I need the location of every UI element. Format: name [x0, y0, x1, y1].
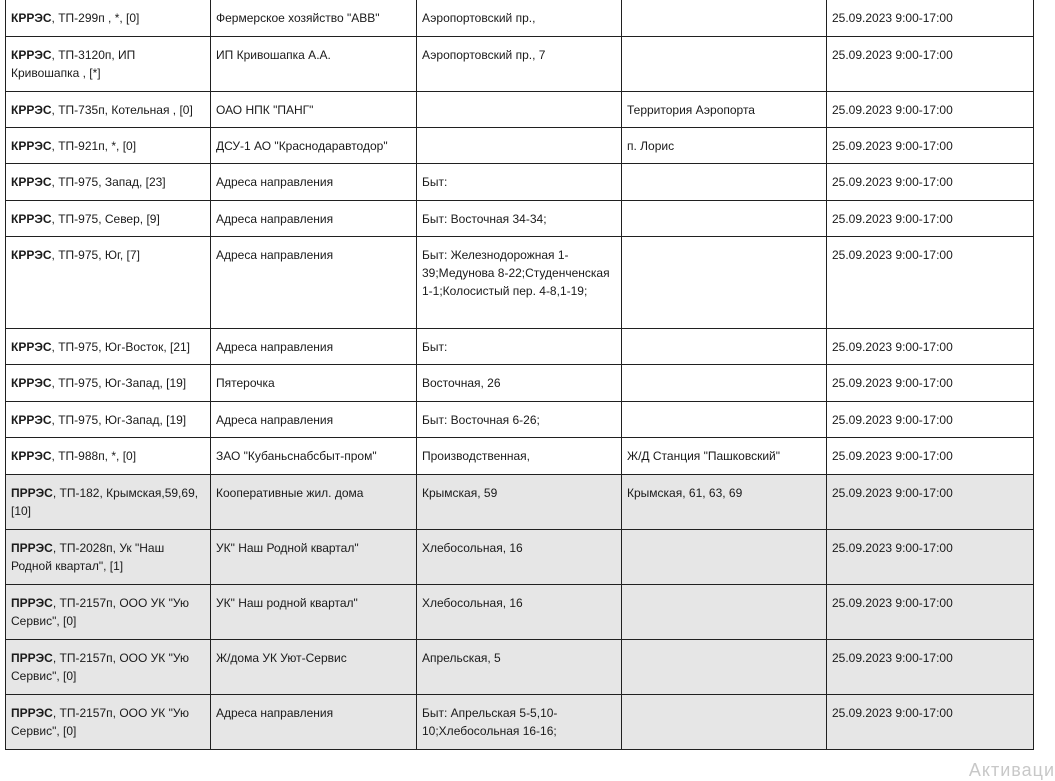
table-row — [6, 128, 1034, 164]
table-row — [6, 640, 1034, 695]
consumer-cell: Адреса направления — [211, 164, 417, 201]
station-info: , ТП-2157п, ООО УК "Ую Сервис", [0] — [11, 651, 189, 683]
station-cell — [6, 695, 211, 750]
station-cell — [6, 128, 211, 164]
outage-table-body — [6, 0, 1034, 750]
settlement-cell — [622, 585, 827, 640]
address-cell — [417, 92, 622, 128]
settlement-cell: Территория Аэропорта — [622, 92, 827, 128]
table-row — [6, 92, 1034, 128]
consumer-cell: Адреса направления — [211, 695, 417, 750]
res-code: ПРРЭС — [11, 486, 53, 500]
settlement-cell — [622, 365, 827, 402]
settlement-cell — [622, 201, 827, 237]
station-cell — [6, 365, 211, 402]
station-info: , ТП-2028п, Ук "Наш Родной квартал", [1] — [11, 541, 165, 573]
table-row — [6, 237, 1034, 329]
station-cell — [6, 0, 211, 37]
table-row — [6, 695, 1034, 750]
table-row — [6, 37, 1034, 92]
station-info: , ТП-975, Юг-Запад, [19] — [51, 376, 187, 390]
res-code: КРРЭС — [11, 376, 52, 390]
activation-watermark: Активаци — [968, 760, 1055, 780]
address-cell: Быт: Восточная 34-34; — [417, 201, 622, 237]
res-code: КРРЭС — [11, 449, 52, 463]
time-cell: 25.09.2023 9:00-17:00 — [827, 237, 1034, 329]
table-row — [6, 164, 1034, 201]
station-info: , ТП-182, Крымская,59,69, [10] — [11, 486, 199, 518]
station-info: , ТП-975, Юг, [7] — [51, 248, 140, 262]
address-cell — [417, 128, 622, 164]
station-cell — [6, 37, 211, 92]
time-cell: 25.09.2023 9:00-17:00 — [827, 329, 1034, 365]
station-info: , ТП-2157п, ООО УК "Ую Сервис", [0] — [11, 596, 189, 628]
time-cell: 25.09.2023 9:00-17:00 — [827, 128, 1034, 164]
time-cell: 25.09.2023 9:00-17:00 — [827, 402, 1034, 438]
table-row — [6, 402, 1034, 438]
consumer-cell: Адреса направления — [211, 402, 417, 438]
consumer-cell: ЗАО "Кубаньснабсбыт-пром" — [211, 438, 417, 475]
station-cell — [6, 530, 211, 585]
settlement-cell: Ж/Д Станция "Пашковский" — [622, 438, 827, 475]
station-cell — [6, 201, 211, 237]
station-info: , ТП-975, Юг-Восток, [21] — [51, 340, 190, 354]
consumer-cell: ДСУ-1 АО "Краснодаравтодор" — [211, 128, 417, 164]
consumer-cell: Пятерочка — [211, 365, 417, 402]
res-code: КРРЭС — [11, 248, 52, 262]
station-cell — [6, 402, 211, 438]
time-cell: 25.09.2023 9:00-17:00 — [827, 365, 1034, 402]
table-row — [6, 438, 1034, 475]
address-cell: Быт: Железнодорожная 1-39;Медунова 8-22;Студенченская 1-1;Колосистый пер. 4-8,1-19; — [417, 237, 622, 329]
consumer-cell: УК" Наш Родной квартал" — [211, 530, 417, 585]
settlement-cell — [622, 402, 827, 438]
settlement-cell: п. Лорис — [622, 128, 827, 164]
res-code: КРРЭС — [11, 139, 52, 153]
station-info: , ТП-921п, *, [0] — [51, 139, 137, 153]
address-cell: Восточная, 26 — [417, 365, 622, 402]
table-row — [6, 530, 1034, 585]
settlement-cell — [622, 530, 827, 585]
table-row — [6, 201, 1034, 237]
station-cell — [6, 585, 211, 640]
address-cell: Крымская, 59 — [417, 475, 622, 530]
station-cell — [6, 438, 211, 475]
res-code: КРРЭС — [11, 11, 52, 25]
time-cell: 25.09.2023 9:00-17:00 — [827, 164, 1034, 201]
settlement-cell: Крымская, 61, 63, 69 — [622, 475, 827, 530]
settlement-cell — [622, 0, 827, 37]
table-row — [6, 365, 1034, 402]
res-code: КРРЭС — [11, 212, 52, 226]
consumer-cell: Адреса направления — [211, 329, 417, 365]
consumer-cell: Адреса направления — [211, 201, 417, 237]
settlement-cell — [622, 695, 827, 750]
station-cell — [6, 164, 211, 201]
consumer-cell: Адреса направления — [211, 237, 417, 329]
settlement-cell — [622, 164, 827, 201]
time-cell: 25.09.2023 9:00-17:00 — [827, 92, 1034, 128]
address-cell: Аэропортовский пр., 7 — [417, 37, 622, 92]
station-cell — [6, 92, 211, 128]
station-cell — [6, 640, 211, 695]
station-info: , ТП-3120п, ИП Кривошапка , [*] — [11, 48, 136, 80]
address-cell: Быт: Восточная 6-26; — [417, 402, 622, 438]
address-cell: Аэропортовский пр., — [417, 0, 622, 37]
settlement-cell — [622, 37, 827, 92]
station-info: , ТП-988п, *, [0] — [51, 449, 137, 463]
time-cell: 25.09.2023 9:00-17:00 — [827, 585, 1034, 640]
res-code: КРРЭС — [11, 175, 52, 189]
table-row — [6, 475, 1034, 530]
address-cell: Хлебосольная, 16 — [417, 530, 622, 585]
station-info: , ТП-975, Юг-Запад, [19] — [51, 413, 187, 427]
res-code: КРРЭС — [11, 413, 52, 427]
table-row — [6, 585, 1034, 640]
consumer-cell: Фермерское хозяйство "АВВ" — [211, 0, 417, 37]
station-cell — [6, 329, 211, 365]
time-cell: 25.09.2023 9:00-17:00 — [827, 695, 1034, 750]
table-row — [6, 0, 1034, 37]
address-cell: Хлебосольная, 16 — [417, 585, 622, 640]
station-info: , ТП-975, Север, [9] — [51, 212, 160, 226]
time-cell: 25.09.2023 9:00-17:00 — [827, 475, 1034, 530]
consumer-cell: УК" Наш родной квартал" — [211, 585, 417, 640]
res-code: ПРРЭС — [11, 541, 53, 555]
station-info: , ТП-975, Запад, [23] — [51, 175, 166, 189]
consumer-cell: Кооперативные жил. дома — [211, 475, 417, 530]
address-cell: Апрельская, 5 — [417, 640, 622, 695]
time-cell: 25.09.2023 9:00-17:00 — [827, 640, 1034, 695]
time-cell: 25.09.2023 9:00-17:00 — [827, 201, 1034, 237]
consumer-cell: ИП Кривошапка А.А. — [211, 37, 417, 92]
settlement-cell — [622, 640, 827, 695]
station-info: , ТП-2157п, ООО УК "Ую Сервис", [0] — [11, 706, 189, 738]
settlement-cell — [622, 237, 827, 329]
consumer-cell: Ж/дома УК Уют-Сервис — [211, 640, 417, 695]
address-cell: Производственная, — [417, 438, 622, 475]
settlement-cell — [622, 329, 827, 365]
res-code: ПРРЭС — [11, 706, 53, 720]
time-cell: 25.09.2023 9:00-17:00 — [827, 37, 1034, 92]
res-code: КРРЭС — [11, 340, 52, 354]
time-cell: 25.09.2023 9:00-17:00 — [827, 0, 1034, 37]
station-cell — [6, 475, 211, 530]
time-cell: 25.09.2023 9:00-17:00 — [827, 530, 1034, 585]
address-cell: Быт: Апрельская 5-5,10-10;Хлебосольная 16-16; — [417, 695, 622, 750]
res-code: КРРЭС — [11, 103, 52, 117]
res-code: КРРЭС — [11, 48, 52, 62]
address-cell: Быт: — [417, 164, 622, 201]
res-code: ПРРЭС — [11, 596, 53, 610]
address-cell: Быт: — [417, 329, 622, 365]
table-row — [6, 329, 1034, 365]
time-cell: 25.09.2023 9:00-17:00 — [827, 438, 1034, 475]
res-code: ПРРЭС — [11, 651, 53, 665]
station-cell — [6, 237, 211, 329]
consumer-cell: ОАО НПК "ПАНГ" — [211, 92, 417, 128]
outage-table — [5, 0, 1034, 750]
station-info: , ТП-735п, Котельная , [0] — [51, 103, 193, 117]
station-info: , ТП-299п , *, [0] — [51, 11, 140, 25]
